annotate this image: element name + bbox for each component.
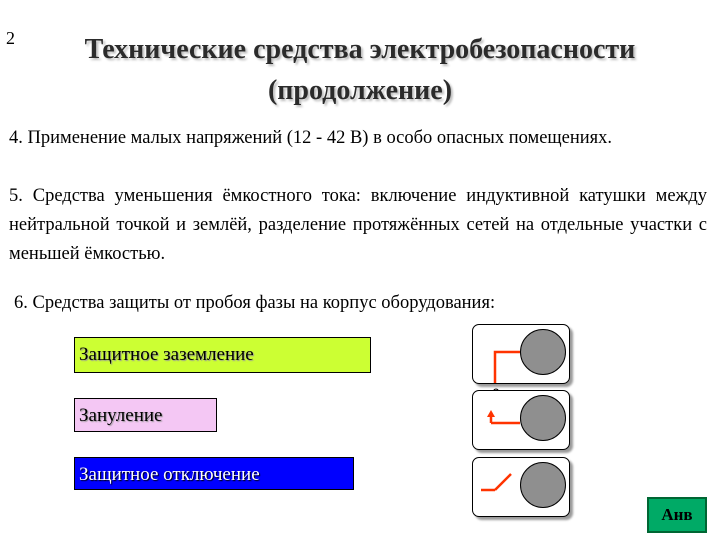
slide-number: 2	[6, 28, 15, 48]
equipment-housing-icon	[520, 395, 566, 441]
shutdown-diagram	[472, 457, 570, 517]
paragraph-6: 6. Средства защиты от пробоя фазы на корпус оборудования:	[14, 293, 496, 313]
paragraph-4: 4. Применение малых напряжений (12 - 42 В) в особо опасных помещениях.	[9, 128, 613, 148]
zeroing-diagram	[472, 390, 570, 450]
title-line-2: (продолжение)	[267, 74, 453, 106]
grounding-diagram	[472, 324, 570, 384]
equipment-housing-icon	[520, 462, 566, 508]
equipment-housing-icon	[520, 329, 566, 375]
zeroing-button[interactable]: Зануление	[74, 398, 217, 432]
protective-shutdown-button[interactable]: Защитное отключение	[74, 457, 354, 490]
page-title	[30, 30, 690, 111]
paragraph-5: 5. Средства уменьшения ёмкостного тока: включение индуктивной катушки между нейтральной точкой и землёй, разделение протяжённых сетей на отдельные участки с меньшей ёмкостью.	[9, 186, 707, 264]
author-button[interactable]: Анв	[647, 497, 707, 533]
protective-grounding-button[interactable]: Защитное заземление	[74, 337, 371, 373]
title-line-1: Технические средства электробезопасности	[84, 34, 636, 65]
